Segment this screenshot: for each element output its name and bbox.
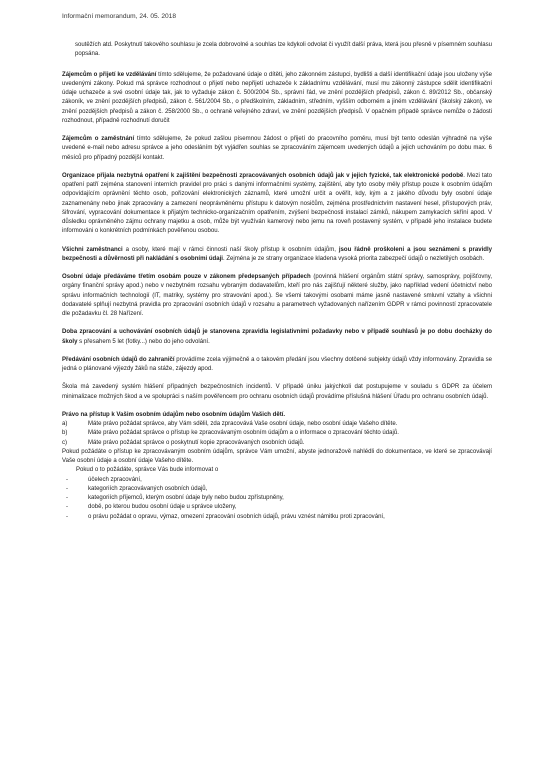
rights-access-paragraph: Pokud požádáte o přístup ke zpracovávaným osobním údajům, správce Vám umožní, abyste jednoražově nahlédli do dokumentace, ve které se zpracovávají Vaše osobní údaje a osobní údaje Vašeho dítěte. — [62, 448, 492, 464]
list-item — [62, 485, 492, 494]
paragraph-third-parties — [62, 273, 492, 319]
list-item — [62, 513, 492, 522]
intro-paragraph: soutěžích atd. Poskytnutí takového souhlasu je zcela dobrovolné a souhlas lze kdykoli odvolat či využít další práva, která jsou přesně v písemném souhlasu popsána. — [75, 42, 492, 58]
list-item-text: účelech zpracování, — [88, 476, 142, 483]
list-item — [62, 494, 492, 503]
employment-text: tímto sdělujeme, že pokud zašlou písemnou žádost o přijetí do pracovního poměru, musí být tento odeslán výhradně na výše uvedené e-mail nebo adresu správce a jeho odesláním být vyjádřen souhlas se zpracováním zájemcem uvedených údajů a jejich uchováním po dobu max. 6 měsíců pro případný pozdější kontakt. — [62, 136, 492, 161]
paragraph-abroad — [62, 356, 492, 375]
list-item-text: době, po kterou budou osobní údaje u správce uloženy, — [88, 504, 237, 511]
staff-lead: Všichni zaměstnanci — [62, 246, 123, 253]
staff-text-2: . Zejména je ze strany organizace kladena vysoká priorita zabezpečí údajů o nezletilých osobách. — [222, 255, 485, 262]
dash-bullet: - — [66, 513, 69, 520]
rights-inform-intro: Pokud o to požádáte, správce Vás bude informovat o — [76, 467, 219, 474]
employment-lead: Zájemcům o zaměstnání — [62, 136, 135, 142]
paragraph-staff — [62, 246, 492, 265]
education-text: tímto sdělujeme, že požadované údaje o dítěti, jeho zákonném zástupci, bydlišti a další identifikační údaje jsou uloženy výše uvedenými zákony. Pokud má správce rozhodnout o přijetí nebo nepřijetí uchazeče k základnímu vzdělávání, musí mu zákonný zástupce sdělit identifikační údaje uchazeče a své osobní údaje tak, jak to vyžaduje zákon č. 500/2004 Sb., správní řád, ve znění pozdějších předpisů, zákon č. 89/2012 Sb., občanský zákoník, ve znění pozdějších předpisů, zákon č. 561/2004 Sb., o předškolním, základním, středním, vyšším odborném a jiném vzdělávání (školský zákon), ve znění pozdějších předpisů a zákon č. 258/2000 Sb., o ochraně veřejného zdraví, ve znění pozdějších předpisů. V opačném případě správce nemůže o žádosti rozhodnout, případně rozhodnutí doručit — [62, 71, 492, 124]
paragraph-storage — [62, 328, 492, 347]
paragraph-education — [62, 71, 492, 127]
security-text: . Mezi tato opatření patří zejména stanovení interních pravidel pro práci s danými informačními systémy, zajištění, aby tyto osoby měly přístup pouze k osobním údajům odpovídajícím oprávnění těchto osob, pořizování elektronických záznamů, které umožní určit a ověřit, kdy, kým a z jakého důvodu byly osobní údaje zaznamenány nebo jinak zpracovány a zamezení neoprávněnému přístupu k datovým nosičům, zejména prostřednictvím nastavení hesel, přístupových práv, šifrování, vypracování dokumentace k přijatým technicko-organizačním opatřením, zvýšení bezpečnosti instalací zámků, nákupem zamykacích skříní apod. V důsledku oprávněného zájmu ochrany majetku a osob, může být využíván kamerový nebo jemu na roveň postavený systém, v případě jeho instalace budete informováni o konkrétních podmínkách pověřenou osobou. — [62, 172, 493, 235]
rights-item-b — [62, 429, 492, 438]
rights-item-text: Máte právo požádat správce, aby Vám sdělil, zda zpracovává Vaše osobní údaje, nebo osobní údaje Vašeho dítěte. — [88, 421, 398, 427]
list-item-text: kategoriích příjemců, kterým osobní údaje byly nebo budou zpřístupněny, — [88, 495, 284, 501]
dash-bullet: - — [66, 485, 69, 492]
rights-item-text: Máte právo požádat správce o přístup ke zpracovávaným osobním údajům a o informace o zpracování těchto údajů. — [88, 430, 399, 437]
storage-lead: Doba zpracování a uchovávání osobních údajů je stanovena zpravidla legislativními požadavky nebo v případě souhlasů je po dobu docházky do školy — [62, 329, 492, 345]
education-lead: Zájemcům o přijetí ke vzdělávání — [62, 71, 157, 78]
rights-item-label: b) — [62, 430, 68, 437]
rights-item-text: Máte právo požádat správce o poskytnutí kopie zpracovávaných osobních údajů. — [88, 439, 305, 446]
rights-item-c — [62, 439, 492, 448]
dash-bullet: - — [66, 504, 69, 511]
third-parties-lead: Osobní údaje předáváme třetím osobám pouze v zákonem předepsaných případech — [62, 274, 311, 280]
rights-item-a — [62, 420, 492, 429]
rights-heading: Právo na přístup k Vašim osobním údajům nebo osobním údajům Vašich dětí. — [62, 411, 286, 418]
paragraph-breach: Škola má zavedený systém hlášení případných bezpečnostních incidentů. V případě úniku jakýchkoli dat postupujeme v souladu s GDPR za účelem minimalizace možných škod a ve spolupráci s naším pověřencem pro ochranu osobních údajů provádíme příslušná hlášení Úřadu pro ochranu osobních údajů. — [62, 384, 492, 400]
list-item — [62, 503, 492, 512]
document-header: Informační memorandum, 24. 05. 2018 — [62, 13, 176, 20]
abroad-text: provádíme zcela výjimečně a o takovém předání jsou všechny dotčené subjekty údajů vždy informovány. Zpravidla se jedná o plánované výjezdy žáků na stáže, zájezdy apod. — [62, 356, 492, 372]
rights-inform-list — [62, 476, 492, 522]
staff-emphasis: jsou řádně proškoleni a jsou seznámeni s pravidly bezpečnosti a důvěrnosti při nakládání s osobními údaji — [62, 246, 492, 262]
dash-bullet: - — [66, 476, 69, 483]
dash-bullet: - — [66, 495, 69, 501]
list-item-text: kategoriích zpracovávaných osobních údajů, — [88, 485, 208, 492]
paragraph-security — [62, 172, 492, 237]
rights-item-label: c) — [62, 439, 68, 446]
abroad-lead: Předávání osobních údajů do zahraničí — [62, 356, 175, 363]
staff-text-1: a osoby, které mají v rámci činnosti naší školy přístup k osobním údajům, — [122, 246, 339, 253]
third-parties-text: (povinná hlášení orgánům státní správy, samosprávy, pojišťovny, orgány finanční správy apod.) nebo v nezbytném rozsahu vybraným dodavatelům, kteří pro nás zajišťují některé služby, jako například vedení účetnictví nebo správu informačních technologií (IT, matriky, systémy pro stravování apod.). Se všemi takovými osobami máme jasně nastavené smluvní vztahy a všichni dodavatelé splňují nezbytná pravidla pro zpracování osobních údajů v rozsahu a parametrech vyžadovaných nařízením GDPR v rámci povinností zpracovatele dle požadavku čl. 28 Nařízení. — [62, 274, 493, 317]
list-item-text: o právu požádat o opravu, výmaz, omezení zpracování osobních údajů, právu vznést námitku proti zpracování, — [88, 513, 385, 520]
paragraph-employment — [62, 135, 492, 163]
security-lead: Organizace přijala nezbytná opatření k zajištění bezpečnosti zpracovávaných osobních údajů jak v jejich fyzické, tak elektronické podobě — [62, 172, 464, 179]
rights-item-label: a) — [62, 421, 68, 427]
list-item — [62, 476, 492, 485]
storage-text: s přesahem 5 let (fotky...) nebo do jeho odvolání. — [77, 338, 210, 345]
document-body — [62, 41, 492, 522]
